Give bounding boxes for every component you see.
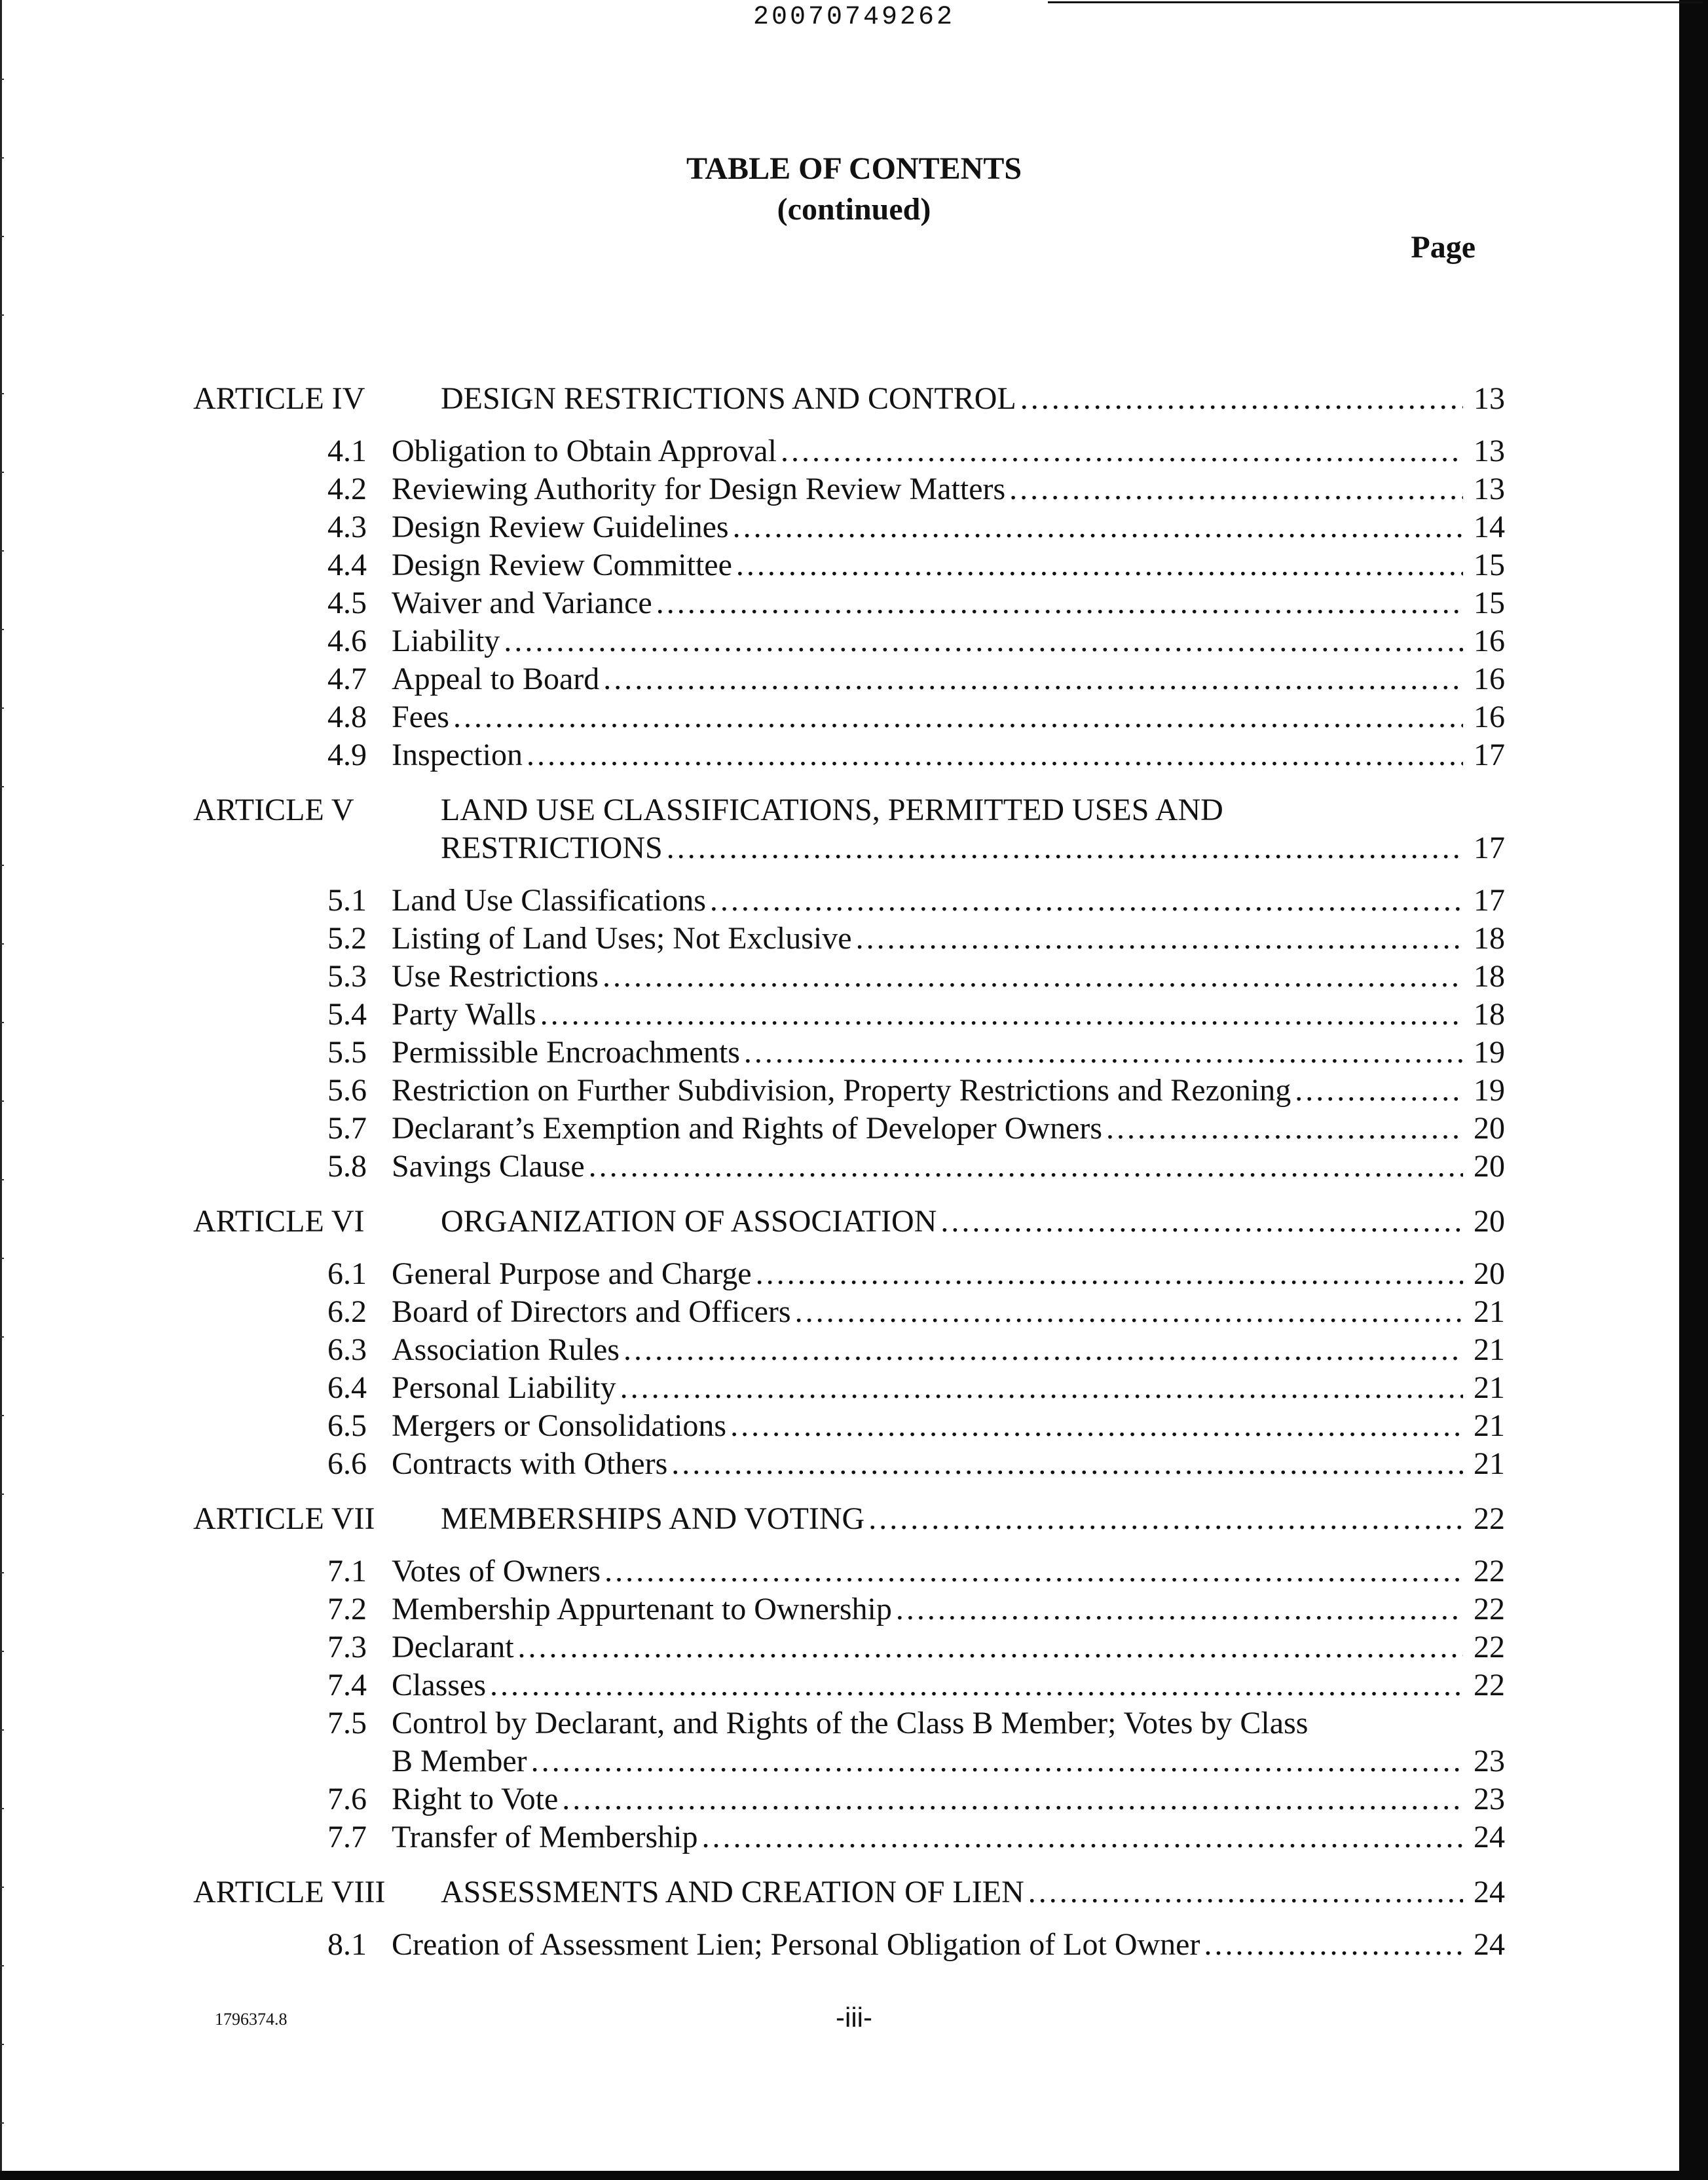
page-number: 17 xyxy=(1474,883,1505,918)
dot-leader xyxy=(1028,1873,1463,1911)
section-number: 6.2 xyxy=(327,1294,367,1329)
page-number: 19 xyxy=(1474,1035,1505,1070)
page-title: TABLE OF CONTENTS xyxy=(686,151,1022,186)
dot-leader xyxy=(604,1552,1463,1590)
section-title: Design Review Committee xyxy=(392,548,732,582)
dot-leader xyxy=(736,546,1463,584)
section-number: 5.3 xyxy=(327,959,367,994)
dot-leader xyxy=(623,1331,1463,1369)
toc-article-row xyxy=(0,380,1708,418)
toc-article-row xyxy=(0,1500,1708,1538)
dot-leader xyxy=(868,1500,1463,1538)
section-number: 4.5 xyxy=(327,586,367,620)
dot-leader xyxy=(1020,380,1463,418)
page-number: 21 xyxy=(1474,1370,1505,1405)
section-number: 4.7 xyxy=(327,662,367,696)
toc-article-row xyxy=(0,791,1708,829)
article-label: ARTICLE V xyxy=(193,793,354,827)
section-title: Board of Directors and Officers xyxy=(392,1294,791,1329)
toc-section-row xyxy=(0,1590,1708,1628)
section-number: 5.4 xyxy=(327,997,367,1032)
dot-leader xyxy=(795,1293,1463,1331)
toc-entry xyxy=(392,1552,1505,1590)
toc-entry xyxy=(392,1666,1505,1704)
section-number: 6.3 xyxy=(327,1332,367,1367)
section-title: Contracts with Others xyxy=(392,1446,668,1481)
dot-leader xyxy=(562,1780,1463,1818)
page-number: 21 xyxy=(1474,1294,1505,1329)
section-number: 5.6 xyxy=(327,1073,367,1108)
toc-section-row xyxy=(0,470,1708,508)
page-number: 22 xyxy=(1474,1630,1505,1664)
toc-entry xyxy=(392,470,1505,508)
toc-row-continuation xyxy=(0,829,1708,867)
section-title: Reviewing Authority for Design Review Matters xyxy=(392,472,1006,506)
section-title: B Member xyxy=(392,1744,527,1778)
section-title: Land Use Classifications xyxy=(392,883,706,918)
dot-leader xyxy=(1009,470,1463,508)
section-title: Membership Appurtenant to Ownership xyxy=(392,1592,892,1626)
toc-entry xyxy=(392,698,1505,736)
dot-leader xyxy=(531,1742,1463,1780)
scan-tick xyxy=(0,314,4,316)
toc-row-continuation xyxy=(0,1742,1708,1780)
toc-entry xyxy=(392,1072,1505,1110)
page-number: 20 xyxy=(1474,1204,1505,1239)
section-number: 7.6 xyxy=(327,1782,367,1816)
section-number: 7.2 xyxy=(327,1592,367,1626)
toc-section-row xyxy=(0,660,1708,698)
section-title: Fees xyxy=(392,700,449,734)
page-number: 13 xyxy=(1474,472,1505,506)
dot-leader xyxy=(730,1407,1463,1445)
dot-leader xyxy=(1295,1072,1463,1110)
toc-section-row xyxy=(0,1704,1708,1742)
document-number: 20070749262 xyxy=(752,3,956,32)
toc-section-row xyxy=(0,1926,1708,1964)
dot-leader xyxy=(756,1255,1463,1293)
toc-entry xyxy=(441,1873,1505,1911)
toc-entry xyxy=(392,432,1505,470)
toc-entry xyxy=(441,1203,1505,1241)
section-title: Liability xyxy=(392,624,500,658)
toc-section-row xyxy=(0,584,1708,622)
section-title: Votes of Owners xyxy=(392,1554,601,1588)
section-number: 6.5 xyxy=(327,1408,367,1443)
page-number: 22 xyxy=(1474,1592,1505,1626)
section-title: Waiver and Variance xyxy=(392,586,652,620)
toc-section-row xyxy=(0,508,1708,546)
toc-entry xyxy=(392,1034,1505,1072)
dot-leader xyxy=(1106,1110,1463,1148)
table-of-contents xyxy=(0,380,1708,1964)
page-number: 22 xyxy=(1474,1554,1505,1588)
page-number: 16 xyxy=(1474,624,1505,658)
dot-leader xyxy=(781,432,1463,470)
toc-section-row xyxy=(0,920,1708,958)
toc-section-row xyxy=(0,958,1708,996)
toc-article-row xyxy=(0,1873,1708,1911)
footer-document-id: 1796374.8 xyxy=(215,2010,288,2029)
page-number: 22 xyxy=(1474,1501,1505,1536)
section-title: Declarant xyxy=(392,1630,514,1664)
page-number: 16 xyxy=(1474,700,1505,734)
toc-section-row xyxy=(0,1369,1708,1407)
scan-tick xyxy=(0,79,4,80)
toc-entry xyxy=(441,1500,1505,1538)
page-number: 17 xyxy=(1474,738,1505,772)
article-title: ASSESSMENTS AND CREATION OF LIEN xyxy=(441,1875,1024,1909)
scan-bottom-border xyxy=(0,2171,1708,2180)
toc-entry xyxy=(392,622,1505,660)
page-column-label: Page xyxy=(1411,230,1476,265)
page-number: 22 xyxy=(1474,1668,1505,1702)
toc-section-row xyxy=(0,1780,1708,1818)
section-title: Declarant’s Exemption and Rights of Developer Owners xyxy=(392,1111,1103,1146)
section-number: 7.3 xyxy=(327,1630,367,1664)
dot-leader xyxy=(540,996,1463,1034)
section-number: 5.1 xyxy=(327,883,367,918)
section-title: Classes xyxy=(392,1668,486,1702)
dot-leader xyxy=(620,1369,1463,1407)
toc-entry xyxy=(392,1369,1505,1407)
toc-entry xyxy=(392,1110,1505,1148)
section-number: 4.9 xyxy=(327,738,367,772)
dot-leader xyxy=(490,1666,1463,1704)
dot-leader xyxy=(603,660,1463,698)
page-number: 15 xyxy=(1474,586,1505,620)
toc-entry xyxy=(392,996,1505,1034)
dot-leader xyxy=(656,584,1463,622)
toc-section-row xyxy=(0,432,1708,470)
page-number: 24 xyxy=(1474,1875,1505,1909)
toc-section-row xyxy=(0,1148,1708,1186)
section-number: 5.7 xyxy=(327,1111,367,1146)
toc-section-row xyxy=(0,546,1708,584)
toc-entry xyxy=(392,546,1505,584)
toc-entry xyxy=(392,1780,1505,1818)
toc-entry xyxy=(392,1628,1505,1666)
toc-entry xyxy=(392,1255,1505,1293)
dot-leader xyxy=(744,1034,1463,1072)
section-title: Association Rules xyxy=(392,1332,620,1367)
toc-article-row xyxy=(0,1203,1708,1241)
footer-page-number: -iii- xyxy=(836,2002,872,2033)
dot-leader xyxy=(701,1818,1463,1856)
section-title: Obligation to Obtain Approval xyxy=(392,434,777,468)
toc-entry xyxy=(392,584,1505,622)
toc-section-row xyxy=(0,1666,1708,1704)
toc-entry xyxy=(392,1742,1505,1780)
dot-leader xyxy=(710,882,1463,920)
section-number: 6.6 xyxy=(327,1446,367,1481)
toc-entry xyxy=(392,1926,1505,1964)
toc-section-row xyxy=(0,1552,1708,1590)
toc-entry xyxy=(392,1407,1505,1445)
page-subtitle: (continued) xyxy=(777,192,931,227)
section-number: 7.1 xyxy=(327,1554,367,1588)
toc-section-row xyxy=(0,698,1708,736)
toc-section-row xyxy=(0,1628,1708,1666)
section-title: General Purpose and Charge xyxy=(392,1256,752,1291)
toc-section-row xyxy=(0,1255,1708,1293)
toc-section-row xyxy=(0,1110,1708,1148)
article-label: ARTICLE VIII xyxy=(193,1875,386,1909)
section-number: 7.4 xyxy=(327,1668,367,1702)
section-title: Personal Liability xyxy=(392,1370,616,1405)
article-label: ARTICLE VII xyxy=(193,1501,375,1536)
page-number: 23 xyxy=(1474,1782,1505,1816)
toc-entry xyxy=(392,1293,1505,1331)
article-title: MEMBERSHIPS AND VOTING xyxy=(441,1501,865,1536)
section-number: 6.1 xyxy=(327,1256,367,1291)
toc-entry xyxy=(392,958,1505,996)
dot-leader xyxy=(518,1628,1463,1666)
toc-section-row xyxy=(0,736,1708,774)
toc-entry xyxy=(392,882,1505,920)
toc-entry xyxy=(392,736,1505,774)
scan-tick xyxy=(0,2122,4,2124)
section-number: 4.2 xyxy=(327,472,367,506)
dot-leader xyxy=(527,736,1463,774)
page-number: 20 xyxy=(1474,1256,1505,1291)
toc-entry xyxy=(392,1590,1505,1628)
scan-tick xyxy=(0,2044,4,2045)
article-title-line: LAND USE CLASSIFICATIONS, PERMITTED USES AND xyxy=(441,793,1223,827)
dot-leader xyxy=(667,829,1463,867)
toc-section-row xyxy=(0,1818,1708,1856)
page-number: 18 xyxy=(1474,959,1505,994)
section-number: 4.4 xyxy=(327,548,367,582)
toc-entry xyxy=(392,1818,1505,1856)
dot-leader xyxy=(856,920,1463,958)
page-number: 20 xyxy=(1474,1149,1505,1184)
section-title: Right to Vote xyxy=(392,1782,559,1816)
scan-tick xyxy=(0,236,4,237)
section-number: 7.5 xyxy=(327,1706,367,1740)
toc-section-row xyxy=(0,1445,1708,1483)
toc-entry xyxy=(441,829,1505,867)
toc-section-row xyxy=(0,1072,1708,1110)
dot-leader xyxy=(671,1445,1463,1483)
toc-section-row xyxy=(0,1331,1708,1369)
scan-tick xyxy=(0,1965,4,1966)
article-label: ARTICLE VI xyxy=(193,1204,365,1239)
toc-section-row xyxy=(0,882,1708,920)
toc-entry xyxy=(392,920,1505,958)
section-number: 4.6 xyxy=(327,624,367,658)
section-title: Appeal to Board xyxy=(392,662,600,696)
article-title: DESIGN RESTRICTIONS AND CONTROL xyxy=(441,381,1016,416)
toc-section-row xyxy=(0,1407,1708,1445)
section-number: 5.8 xyxy=(327,1149,367,1184)
section-number: 4.8 xyxy=(327,700,367,734)
toc-section-row xyxy=(0,1293,1708,1331)
section-title: Party Walls xyxy=(392,997,536,1032)
page-number: 13 xyxy=(1474,434,1505,468)
dot-leader xyxy=(940,1203,1463,1241)
page-number: 23 xyxy=(1474,1744,1505,1778)
section-title: Permissible Encroachments xyxy=(392,1035,740,1070)
page-number: 19 xyxy=(1474,1073,1505,1108)
page-number: 21 xyxy=(1474,1408,1505,1443)
article-title: RESTRICTIONS xyxy=(441,831,663,865)
page-number: 14 xyxy=(1474,510,1505,544)
page-number: 21 xyxy=(1474,1446,1505,1481)
section-number: 5.2 xyxy=(327,921,367,956)
toc-section-row xyxy=(0,622,1708,660)
section-title: Mergers or Consolidations xyxy=(392,1408,727,1443)
toc-entry xyxy=(392,1331,1505,1369)
toc-entry xyxy=(392,1445,1505,1483)
section-title: Restriction on Further Subdivision, Property Restrictions and Rezoning xyxy=(392,1073,1291,1108)
section-number: 8.1 xyxy=(327,1927,367,1962)
dot-leader xyxy=(896,1590,1463,1628)
section-title: Transfer of Membership xyxy=(392,1820,698,1854)
dot-leader xyxy=(1204,1926,1463,1964)
section-number: 4.3 xyxy=(327,510,367,544)
article-title: ORGANIZATION OF ASSOCIATION xyxy=(441,1204,937,1239)
toc-entry xyxy=(392,1148,1505,1186)
dot-leader xyxy=(504,622,1463,660)
toc-entry xyxy=(392,660,1505,698)
page-number: 24 xyxy=(1474,1820,1505,1854)
page-number: 24 xyxy=(1474,1927,1505,1962)
section-title: Design Review Guidelines xyxy=(392,510,729,544)
page-number: 21 xyxy=(1474,1332,1505,1367)
toc-entry xyxy=(441,380,1505,418)
toc-entry xyxy=(392,508,1505,546)
section-number: 5.5 xyxy=(327,1035,367,1070)
page-number: 15 xyxy=(1474,548,1505,582)
section-number: 6.4 xyxy=(327,1370,367,1405)
article-label: ARTICLE IV xyxy=(193,381,365,416)
section-title: Savings Clause xyxy=(392,1149,585,1184)
page-number: 18 xyxy=(1474,997,1505,1032)
section-title: Inspection xyxy=(392,738,523,772)
section-title: Use Restrictions xyxy=(392,959,599,994)
dot-leader xyxy=(603,958,1463,996)
page-number: 18 xyxy=(1474,921,1505,956)
toc-section-row xyxy=(0,996,1708,1034)
section-title: Creation of Assessment Lien; Personal Obligation of Lot Owner xyxy=(392,1927,1200,1962)
page-number: 17 xyxy=(1474,831,1505,865)
dot-leader xyxy=(589,1148,1463,1186)
section-number: 7.7 xyxy=(327,1820,367,1854)
page-number: 20 xyxy=(1474,1111,1505,1146)
dot-leader xyxy=(453,698,1463,736)
section-title: Listing of Land Uses; Not Exclusive xyxy=(392,921,852,956)
dot-leader xyxy=(733,508,1463,546)
section-title-line: Control by Declarant, and Rights of the Class B Member; Votes by Class xyxy=(392,1706,1309,1740)
page-number: 16 xyxy=(1474,662,1505,696)
page-number: 13 xyxy=(1474,381,1505,416)
toc-section-row xyxy=(0,1034,1708,1072)
section-number: 4.1 xyxy=(327,434,367,468)
